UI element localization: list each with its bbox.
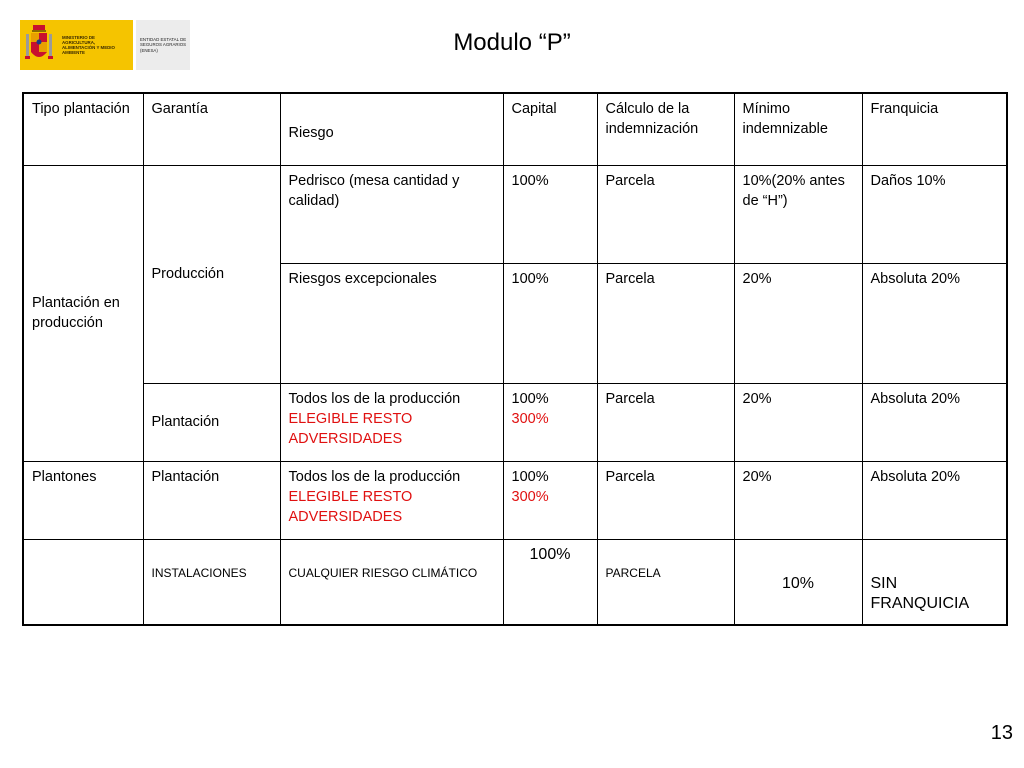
capital-extra-text: 300% (511, 488, 549, 505)
risk-extra-text: ELEGIBLE RESTO ADVERSIDADES (288, 410, 413, 447)
table-cell: Plantación (143, 383, 280, 461)
table-cell: Parcela (597, 383, 734, 461)
table-cell: CUALQUIER RIESGO CLIMÁTICO (280, 539, 503, 625)
header-cell: Garantía (143, 93, 280, 165)
table-cell: 20% (734, 461, 862, 539)
table-cell: Absoluta 20% (862, 383, 1007, 461)
table-cell: 100% (503, 165, 597, 263)
table-cell: 100% (503, 263, 597, 383)
table-cell: Plantación (143, 461, 280, 539)
table-cell: 100% (503, 539, 597, 625)
capital-text: 100% (511, 390, 549, 407)
risk-extra-text: ELEGIBLE RESTO ADVERSIDADES (288, 488, 413, 525)
table-row (23, 461, 1007, 539)
table-cell: Parcela (597, 165, 734, 263)
capital-extra-text: 300% (511, 410, 549, 427)
header-cell: Cálculo de la indemnización (597, 93, 734, 165)
table-cell: Pedrisco (mesa cantidad y calidad) (280, 165, 503, 263)
entity-name: ENTIDAD ESTATAL DE SEGUROS AGRARIOS (ENESA) (136, 20, 190, 70)
table-cell: Plantones (23, 461, 143, 539)
header-cell: Riesgo (280, 93, 503, 165)
table-cell (23, 539, 143, 625)
table-cell: INSTALACIONES (143, 539, 280, 625)
header-cell: Tipo plantación (23, 93, 143, 165)
capital-text: 100% (511, 468, 549, 485)
table-cell: Plantación en producción (23, 165, 143, 461)
page-number: 13 (990, 722, 1013, 744)
slide-title: Modulo “P” (453, 29, 571, 56)
table-cell (280, 383, 503, 461)
table-cell: 10%(20% antes de “H”) (734, 165, 862, 263)
table-cell: 10% (734, 539, 862, 625)
table-cell: Parcela (597, 461, 734, 539)
header-row (23, 93, 1007, 165)
header-cell: Franquicia (862, 93, 1007, 165)
table-cell: Absoluta 20% (862, 461, 1007, 539)
table-cell (280, 461, 503, 539)
table-cell: SIN FRANQUICIA (862, 539, 1007, 625)
header-cell: Capital (503, 93, 597, 165)
table-cell: Producción (143, 165, 280, 383)
table-cell: Daños 10% (862, 165, 1007, 263)
table-cell: PARCELA (597, 539, 734, 625)
header-cell: Mínimo indemnizable (734, 93, 862, 165)
table-cell: 20% (734, 263, 862, 383)
insurance-table (22, 92, 1008, 626)
table-row (23, 383, 1007, 461)
table-cell: Parcela (597, 263, 734, 383)
risk-text: Todos los de la producción (288, 390, 461, 407)
table-row (23, 165, 1007, 263)
table-cell (503, 461, 597, 539)
table-cell (503, 383, 597, 461)
table-cell: Absoluta 20% (862, 263, 1007, 383)
table-row (23, 539, 1007, 625)
risk-text: Todos los de la producción (288, 468, 461, 485)
table-cell: Riesgos excepcionales (280, 263, 503, 383)
table-cell: 20% (734, 383, 862, 461)
ministry-name: MINISTERIO DE AGRICULTURA, ALIMENTACIÓN Y MEDIO AMBIENTE (62, 34, 115, 56)
